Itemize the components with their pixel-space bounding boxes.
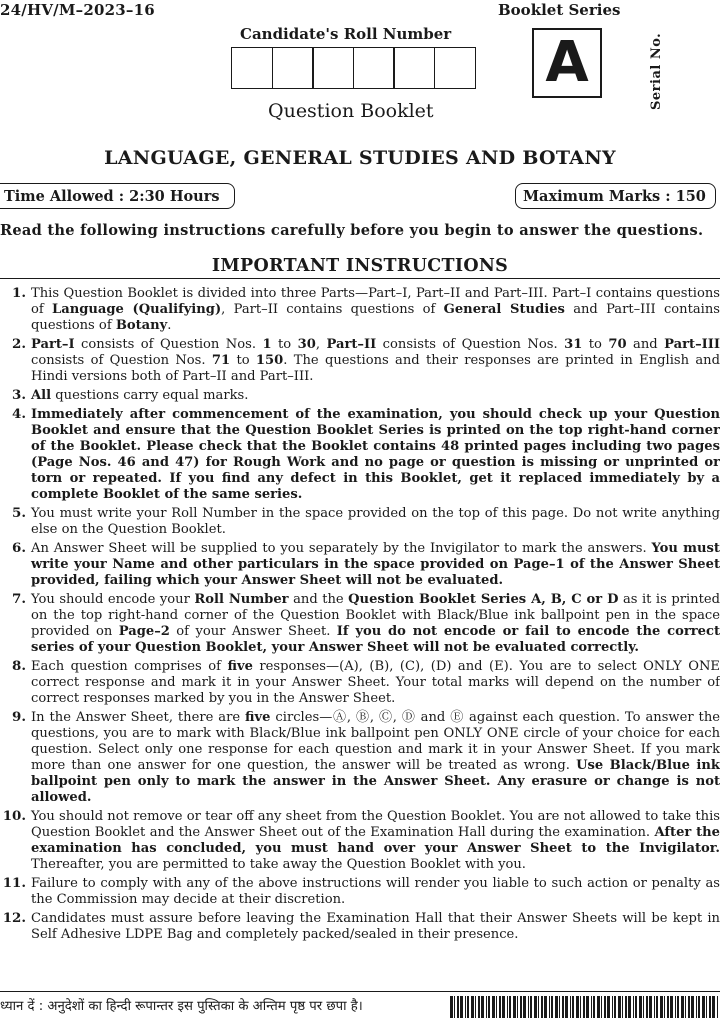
- paper-code: 24/HV/M–2023–16: [0, 1, 155, 19]
- barcode-bar: [696, 996, 697, 1018]
- instruction-number: 6.: [12, 540, 26, 557]
- instruction-number: 3.: [12, 387, 26, 404]
- barcode-bar: [509, 996, 511, 1018]
- barcode-bar: [691, 996, 694, 1018]
- instruction-number: 2.: [12, 336, 26, 353]
- barcode-bar: [635, 996, 637, 1018]
- barcode-bar: [551, 996, 553, 1018]
- barcode-bar: [499, 996, 501, 1018]
- barcode-bar: [520, 996, 522, 1018]
- instruction-item: [0, 407, 720, 503]
- barcode-bar: [572, 996, 574, 1018]
- instruction-item: [0, 911, 720, 943]
- barcode-bar: [607, 996, 610, 1018]
- instruction-item: [0, 506, 720, 538]
- instruction-number: 9.: [12, 709, 26, 726]
- instruction-text: Candidates must assure before leaving the Examination Hall that their Answer Sheets will be kept in Self Adhesive LDPE Bag and completely packed/sealed in their presence.: [31, 911, 720, 943]
- barcode-bar: [534, 996, 537, 1018]
- roll-number-cell[interactable]: [434, 47, 476, 89]
- instruction-item: [0, 659, 720, 707]
- barcode-bar: [541, 996, 543, 1018]
- barcode-bar: [660, 996, 663, 1018]
- barcode-bar: [706, 996, 707, 1018]
- barcode-bar: [670, 996, 673, 1018]
- barcode-bar: [591, 996, 592, 1018]
- barcode-bar: [625, 996, 627, 1018]
- barcode-bar: [467, 996, 469, 1018]
- barcode-bar: [612, 996, 613, 1018]
- instruction-number: 8.: [12, 658, 26, 675]
- barcode-bar: [677, 996, 679, 1018]
- barcode-bar: [507, 996, 508, 1018]
- instruction-text: You should encode your Roll Number and the Question Booklet Series A, B, C or D as it is printed on the top right-hand corner of the Question Booklet with Black/Blue ink ballpoint pen in the space provided on Page–2 of your Answer Sheet. If you do not encode or fail to encode the correct series of your Question Booklet, your Answer Sheet will not be evaluated correctly.: [31, 592, 720, 656]
- barcode-bar: [565, 996, 568, 1018]
- barcode-bar: [471, 996, 474, 1018]
- booklet-series-label: Booklet Series: [498, 1, 621, 19]
- instruction-text: Part–I consists of Question Nos. 1 to 30, Part–II consists of Question Nos. 31 to 70 and Part–III consists of Question Nos. 71 to 150. The questions and their responses are printed in English and Hindi versions both of Part–II and Part–III.: [31, 337, 720, 384]
- barcode-bar: [465, 996, 466, 1018]
- instruction-item: [0, 286, 720, 334]
- instruction-item: [0, 541, 720, 589]
- barcode-bar: [576, 996, 579, 1018]
- barcode-bar: [523, 996, 526, 1018]
- instruction-number: 11.: [2, 875, 26, 892]
- barcode-bar: [597, 996, 600, 1018]
- barcode-bar: [562, 996, 564, 1018]
- barcode-bar: [622, 996, 623, 1018]
- barcode-bar: [698, 996, 700, 1018]
- instruction-item: [0, 388, 720, 404]
- barcode-bar: [496, 996, 497, 1018]
- instruction-text: An Answer Sheet will be supplied to you separately by the Invigilator to mark the answers. You must write your Name and other particulars in the space provided on Page–1 of the Answer Sheet provided, failing which your Answer Sheet will not be evaluated.: [31, 541, 720, 589]
- barcode-bar: [544, 996, 547, 1018]
- barcode-bar: [492, 996, 495, 1018]
- barcode-bar: [559, 996, 560, 1018]
- barcode-bar: [555, 996, 558, 1018]
- roll-number-cell[interactable]: [393, 47, 435, 89]
- roll-number-label: Candidate's Roll Number: [240, 25, 452, 43]
- barcode-bar: [528, 996, 529, 1018]
- barcode-bar: [593, 996, 595, 1018]
- barcode-bar: [685, 996, 686, 1018]
- barcode-bar: [583, 996, 585, 1018]
- heading-divider: [0, 278, 720, 279]
- barcode-bar: [712, 996, 715, 1018]
- hindi-note: ध्यान दें : अनुदेशों का हिन्दी रूपान्तर इस पुस्तिका के अन्तिम पृष्ठ पर छपा है।: [0, 999, 363, 1014]
- barcode-bar: [454, 996, 455, 1018]
- barcode-bar: [601, 996, 602, 1018]
- roll-number-cell[interactable]: [272, 47, 314, 89]
- roll-number-cell[interactable]: [353, 47, 395, 89]
- barcode-bar: [646, 996, 648, 1018]
- barcode-bar: [475, 996, 476, 1018]
- barcode-bar: [502, 996, 505, 1018]
- instruction-text: All questions carry equal marks.: [31, 388, 249, 404]
- instruction-text: You must write your Roll Number in the space provided on the top of this page. Do not write anything else on the Question Booklet.: [31, 506, 720, 538]
- instruction-number: 10.: [2, 808, 26, 825]
- barcode-bar: [709, 996, 711, 1018]
- instruction-text: This Question Booklet is divided into three Parts—Part–I, Part–II and Part–III. Part–I contains questions of Language (Qualifying), Part–II contains questions of General Studies and Part–III contains questions of Botany.: [31, 286, 720, 333]
- exam-title: LANGUAGE, GENERAL STUDIES AND BOTANY: [104, 147, 616, 169]
- barcode-bar: [664, 996, 665, 1018]
- barcode-bar: [530, 996, 532, 1018]
- instructions-heading: IMPORTANT INSTRUCTIONS: [211, 256, 509, 276]
- barcode-bar: [654, 996, 655, 1018]
- barcode-bar: [457, 996, 459, 1018]
- time-allowed-text: Time Allowed : 2:30 Hours: [4, 187, 220, 205]
- read-instructions-line: Read the following instructions carefully before you begin to answer the questions.: [0, 222, 704, 239]
- roll-number-cell[interactable]: [231, 47, 273, 89]
- barcode-bar: [517, 996, 518, 1018]
- barcode-bar: [481, 996, 484, 1018]
- barcode-bar: [628, 996, 631, 1018]
- series-letter-box: A: [532, 28, 602, 98]
- instruction-item: [0, 876, 720, 908]
- instruction-number: 12.: [2, 910, 26, 927]
- barcode-bar: [702, 996, 705, 1018]
- barcode-bar: [486, 996, 487, 1018]
- instruction-text: You should not remove or tear off any sheet from the Question Booklet. You are not allowed to take this Question Booklet and the Answer Sheet out of the Examination Hall during the examination. After the examination has concluded, you must hand over your Answer Sheet to the Invigilator. Thereafter, you are permitted to take away the Question Booklet with you.: [31, 809, 720, 873]
- barcode-bar: [675, 996, 676, 1018]
- barcode-bar: [688, 996, 690, 1018]
- barcode-bar: [450, 996, 453, 1018]
- roll-number-boxes: [231, 47, 476, 89]
- barcode-bar: [633, 996, 634, 1018]
- barcode-bar: [570, 996, 571, 1018]
- barcode-bar: [649, 996, 652, 1018]
- barcode-bar: [478, 996, 480, 1018]
- barcode-bar: [643, 996, 644, 1018]
- instruction-text: In the Answer Sheet, there are five circles—Ⓐ, Ⓑ, Ⓒ, Ⓓ and Ⓔ against each question. To answer the questions, you are to mark with Black/Blue ink ballpoint pen ONLY ONE circle of your choice for each question. Select only one response for each question and mark it in your Answer Sheet. If you mark more than one answer for one question, the answer will be treated as wrong. Use Black/Blue ink ballpoint pen only to mark the answer in the Answer Sheet. Any erasure or change is not allowed.: [31, 710, 720, 806]
- maximum-marks-text: Maximum Marks : 150: [523, 187, 706, 205]
- instructions-list: [0, 286, 720, 946]
- barcode-bar: [717, 996, 718, 1018]
- barcode-bar: [538, 996, 539, 1018]
- instruction-item: [0, 592, 720, 656]
- barcode-bar: [656, 996, 658, 1018]
- maximum-marks-box: [515, 183, 716, 209]
- instruction-number: 1.: [12, 285, 26, 301]
- question-booklet-label: Question Booklet: [268, 100, 434, 122]
- serial-no-label: Serial No.: [649, 32, 664, 110]
- instruction-text: Failure to comply with any of the above instructions will render you liable to such action or penalty as the Commission may decide at their discretion.: [31, 876, 720, 908]
- barcode-bar: [580, 996, 581, 1018]
- barcode-bar: [460, 996, 463, 1018]
- barcode: [450, 996, 720, 1018]
- instruction-text: Immediately after commencement of the examination, you should check up your Question Booklet and ensure that the Question Booklet Series is printed on the top right-hand corner of the Booklet. Please check that the Booklet contains 48 printed pages including two pages (Page Nos. 46 and 47) for Rough Work and no page or question is missing or unprinted or torn or repeated. If you find any defect in this Booklet, get it replaced immediately by a complete Booklet of the same series.: [31, 407, 720, 502]
- barcode-bar: [586, 996, 589, 1018]
- barcode-bar: [667, 996, 669, 1018]
- barcode-bar: [604, 996, 606, 1018]
- barcode-bar: [614, 996, 616, 1018]
- instruction-item: [0, 337, 720, 385]
- time-allowed-box: [0, 183, 235, 209]
- barcode-bar: [681, 996, 684, 1018]
- barcode-bar: [549, 996, 550, 1018]
- instruction-number: 7.: [12, 591, 26, 608]
- instruction-item: [0, 710, 720, 806]
- instruction-item: [0, 809, 720, 873]
- barcode-bar: [618, 996, 621, 1018]
- instruction-number: 5.: [12, 505, 26, 522]
- instruction-text: Each question comprises of five responses—(A), (B), (C), (D) and (E). You are to select ONLY ONE correct response and mark it in your Answer Sheet. Your total marks will depend on the number of correct responses marked by you in the Answer Sheet.: [31, 659, 720, 707]
- instruction-number: 4.: [12, 406, 26, 423]
- barcode-bar: [513, 996, 516, 1018]
- roll-number-cell[interactable]: [312, 47, 354, 89]
- barcode-bar: [639, 996, 642, 1018]
- footer-divider: [0, 991, 720, 992]
- barcode-bar: [488, 996, 490, 1018]
